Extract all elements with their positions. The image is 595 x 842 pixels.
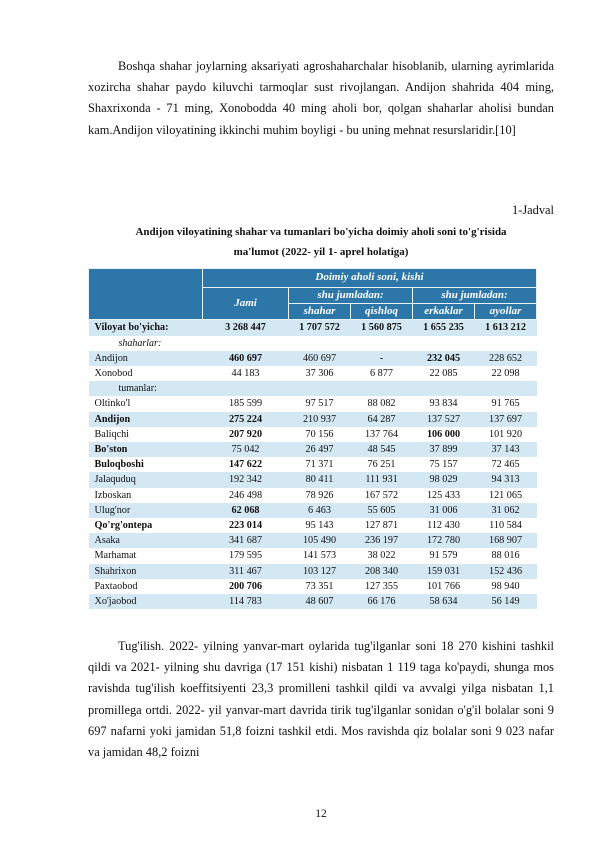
table-row-section: shaharlar: <box>89 336 537 351</box>
table-row: Marhamat 179 595 141 573 38 022 91 579 88 016 <box>89 548 537 563</box>
table-number: 1-Jadval <box>512 203 554 217</box>
header-erkaklar: erkaklar <box>413 304 475 320</box>
table-row: Baliqchi 207 920 70 156 137 764 106 000 101 920 <box>89 427 537 442</box>
table-row: Andijon 275 224 210 937 64 287 137 527 137 697 <box>89 412 537 427</box>
table-row: Buloqboshi 147 622 71 371 76 251 75 157 72 465 <box>89 457 537 472</box>
table-row-total: Viloyat bo'yicha: 3 268 447 1 707 572 1 560 875 1 655 235 1 613 212 <box>89 320 537 336</box>
header-shahar: shahar <box>289 304 351 320</box>
table-row: Bo'ston 75 042 26 497 48 545 37 899 37 143 <box>89 442 537 457</box>
table-row: Paxtaobod 200 706 73 351 127 355 101 766 98 940 <box>89 579 537 594</box>
table-row: Xo'jaobod 114 783 48 607 66 176 58 634 56 149 <box>89 594 537 609</box>
table-row: Ulug'nor 62 068 6 463 55 605 31 006 31 062 <box>89 503 537 518</box>
table-row: Izboskan 246 498 78 926 167 572 125 433 121 065 <box>89 488 537 503</box>
table-row: Oltinko'l 185 599 97 517 88 082 93 834 91 765 <box>89 396 537 411</box>
header-group2: shu jumladan: <box>413 288 537 304</box>
intro-paragraph: Boshqa shahar joylarning aksariyati agroshaharchalar hisoblanib, ularning ayrimlarida xozircha shahar paydo kiluvchi tarmoqlar sust rivojlangan. Andijon shahrida 404 ming, Shaxrixonda - 71 ming, Xonobodda 40 ming aholi bor, qolgan shaharlar aholisi bundan kam.Andijon viloyatining ikkinchi muhim boyligi - bu uning mehnat resurslaridir.[10] <box>88 59 554 137</box>
table-caption <box>88 222 554 262</box>
table-row: Andijon 460 697 460 697 - 232 045 228 652 <box>89 351 537 366</box>
table-caption-line2: ma'lumot (2022- yil 1- aprel holatiga) <box>233 246 409 258</box>
table-row: Jalaquduq 192 342 80 411 111 931 98 029 94 313 <box>89 472 537 487</box>
header-qishloq: qishloq <box>351 304 413 320</box>
header-main: Doimiy aholi soni, kishi <box>203 269 537 288</box>
table-caption-line1: Andijon viloyatining shahar va tumanlari bo'yicha doimiy aholi soni to'g'risida <box>135 226 507 238</box>
table-row-section: tumanlar: <box>89 381 537 396</box>
header-group1: shu jumladan: <box>289 288 413 304</box>
header-blank <box>89 269 203 320</box>
birth-paragraph: Tug'ilish. 2022- yilning yanvar-mart oylarida tug'ilganlar soni 18 270 kishini tashkil qildi va 2021- yilning shu davriga (17 151 kishi) nisbatan 1 119 taga ko'paydi, shunga mos ravishda tug'ilish koeffitsiyenti 23,3 promilleni tashkil qildi va avvalgi yilga nisbatan 1,1 promillega ortdi. 2022- yil yanvar-mart davrida tirik tug'ilganlar sonidan o'g'il bolalar soni 9 697 nafarni yoki jamidan 51,8 foizni tashkil etdi. Mos ravishda qiz bolalar soni 9 023 nafar va jamidan 48,2 foizni <box>88 639 554 760</box>
table-row: Xonobod 44 183 37 306 6 877 22 085 22 098 <box>89 366 537 381</box>
population-table-wrap <box>88 268 536 609</box>
table-row: Shahrixon 311 467 103 127 208 340 159 031 152 436 <box>89 564 537 579</box>
population-table <box>88 268 537 609</box>
table-row: Qo'rg'ontepa 223 014 95 143 127 871 112 430 110 584 <box>89 518 537 533</box>
header-ayollar: ayollar <box>475 304 537 320</box>
header-jami: Jami <box>203 288 289 320</box>
table-row: Asaka 341 687 105 490 236 197 172 780 168 907 <box>89 533 537 548</box>
page-number: 12 <box>315 808 327 820</box>
